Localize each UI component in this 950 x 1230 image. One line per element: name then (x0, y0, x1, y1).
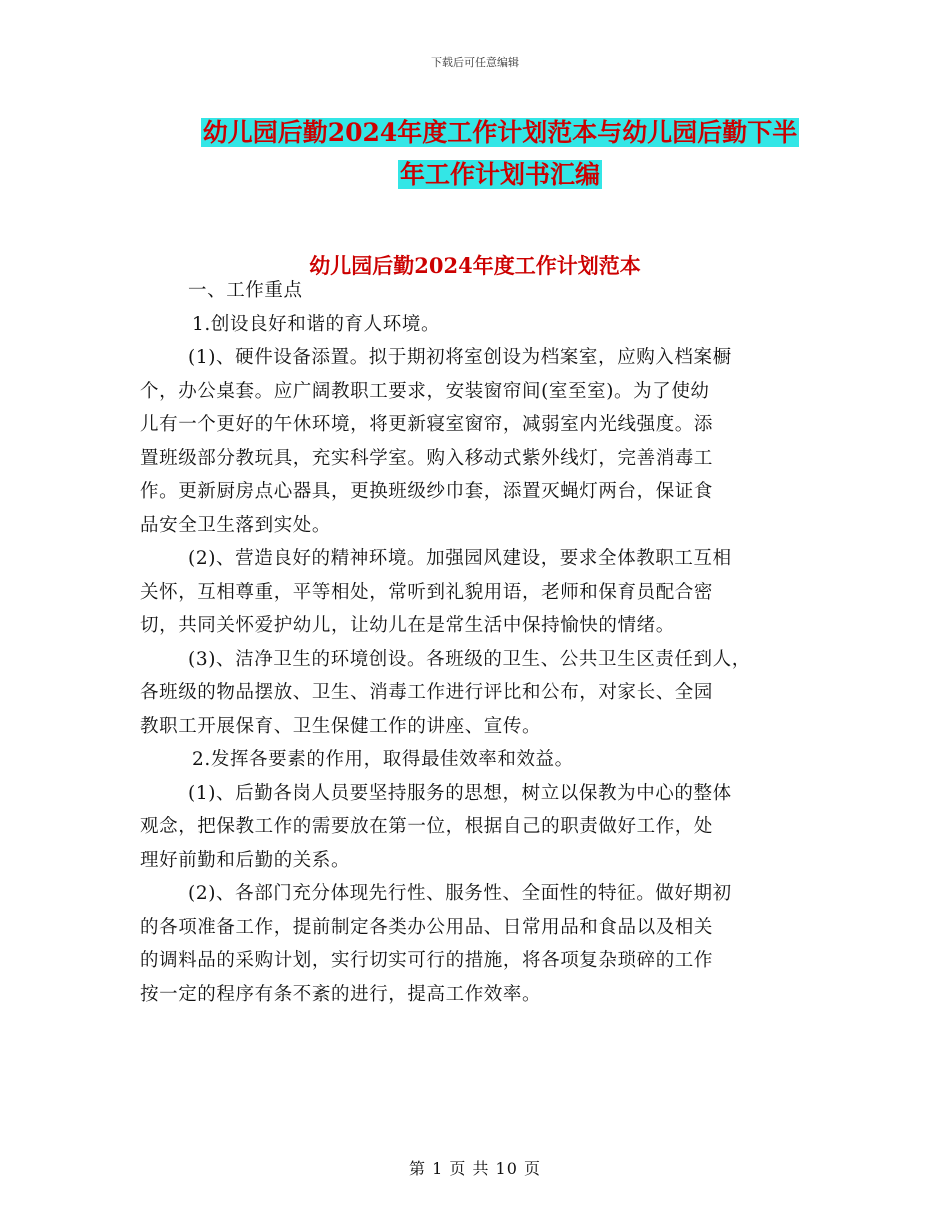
paragraph-line: 置班级部分教玩具，充实科学室。购入移动式紫外线灯，完善消毒工 (140, 447, 714, 469)
subheading-environment: 1.创设良好和谐的育人环境。 (192, 313, 441, 335)
header-note: 下载后可任意编辑 (431, 56, 519, 69)
paragraph-line: (1)、硬件设备添置。拟于期初将室创设为档案室，应购入档案橱 (188, 347, 732, 368)
paragraph-line: (1)、后勤各岗人员要坚持服务的思想，树立以保教为中心的整体 (188, 782, 732, 804)
paragraph-line: 理好前勤和后勤的关系。 (140, 849, 351, 871)
subheading-efficiency: 2.发挥各要素的作用，取得最佳效率和效益。 (192, 749, 574, 770)
document-title-line-1: 幼儿园后勤2024年度工作计划范本与幼儿园后勤下半 (202, 118, 798, 147)
paragraph-line: (3)、洁净卫生的环境创设。各班级的卫生、公共卫生区责任到人， (188, 648, 751, 670)
paragraph-line: 教职工开展保育、卫生保健工作的讲座、宣传。 (140, 715, 542, 737)
document-body (140, 274, 820, 1011)
paragraph-line: 观念，把保教工作的需要放在第一位，根据自己的职责做好工作，处 (140, 816, 714, 837)
heading-work-focus: 一、工作重点 (188, 280, 303, 301)
paragraph-line: 品安全卫生落到实处。 (140, 514, 332, 536)
paragraph-line: 各班级的物品摆放、卫生、消毒工作进行评比和公布，对家长、全园 (140, 682, 714, 703)
page-footer: 第 1 页 共 10 页 (409, 1159, 541, 1178)
paragraph-line: 的调料品的采购计划，实行切实可行的措施，将各项复杂琐碎的工作 (140, 950, 714, 971)
paragraph-line: 按一定的程序有条不紊的进行，提高工作效率。 (140, 983, 542, 1005)
paragraph-line: (2)、各部门充分体现先行性、服务性、全面性的特征。做好期初 (188, 883, 732, 904)
paragraph-line: 切，共同关怀爱护幼儿，让幼儿在是常生活中保持愉快的情绪。 (140, 615, 675, 636)
paragraph-line: 关怀，互相尊重，平等相处，常听到礼貌用语，老师和保育员配合密 (140, 581, 714, 603)
document-title-line-2: 年工作计划书汇编 (399, 160, 600, 189)
section-title: 幼儿园后勤2024年度工作计划范本 (309, 253, 641, 278)
paragraph-line: 个，办公桌套。应广阔教职工要求，安装窗帘间(室至室)。为了使幼 (140, 380, 710, 402)
paragraph-line: 儿有一个更好的午休环境，将更新寝室窗帘，减弱室内光线强度。添 (140, 414, 714, 435)
paragraph-line: (2)、营造良好的精神环境。加强园风建设，要求全体教职工互相 (188, 548, 732, 569)
document-title (140, 112, 860, 196)
paragraph-line: 作。更新厨房点心器具，更换班级纱巾套，添置灭蝇灯两台，保证食 (140, 481, 714, 502)
paragraph-line: 的各项准备工作，提前制定各类办公用品、日常用品和食品以及相关 (140, 916, 714, 938)
